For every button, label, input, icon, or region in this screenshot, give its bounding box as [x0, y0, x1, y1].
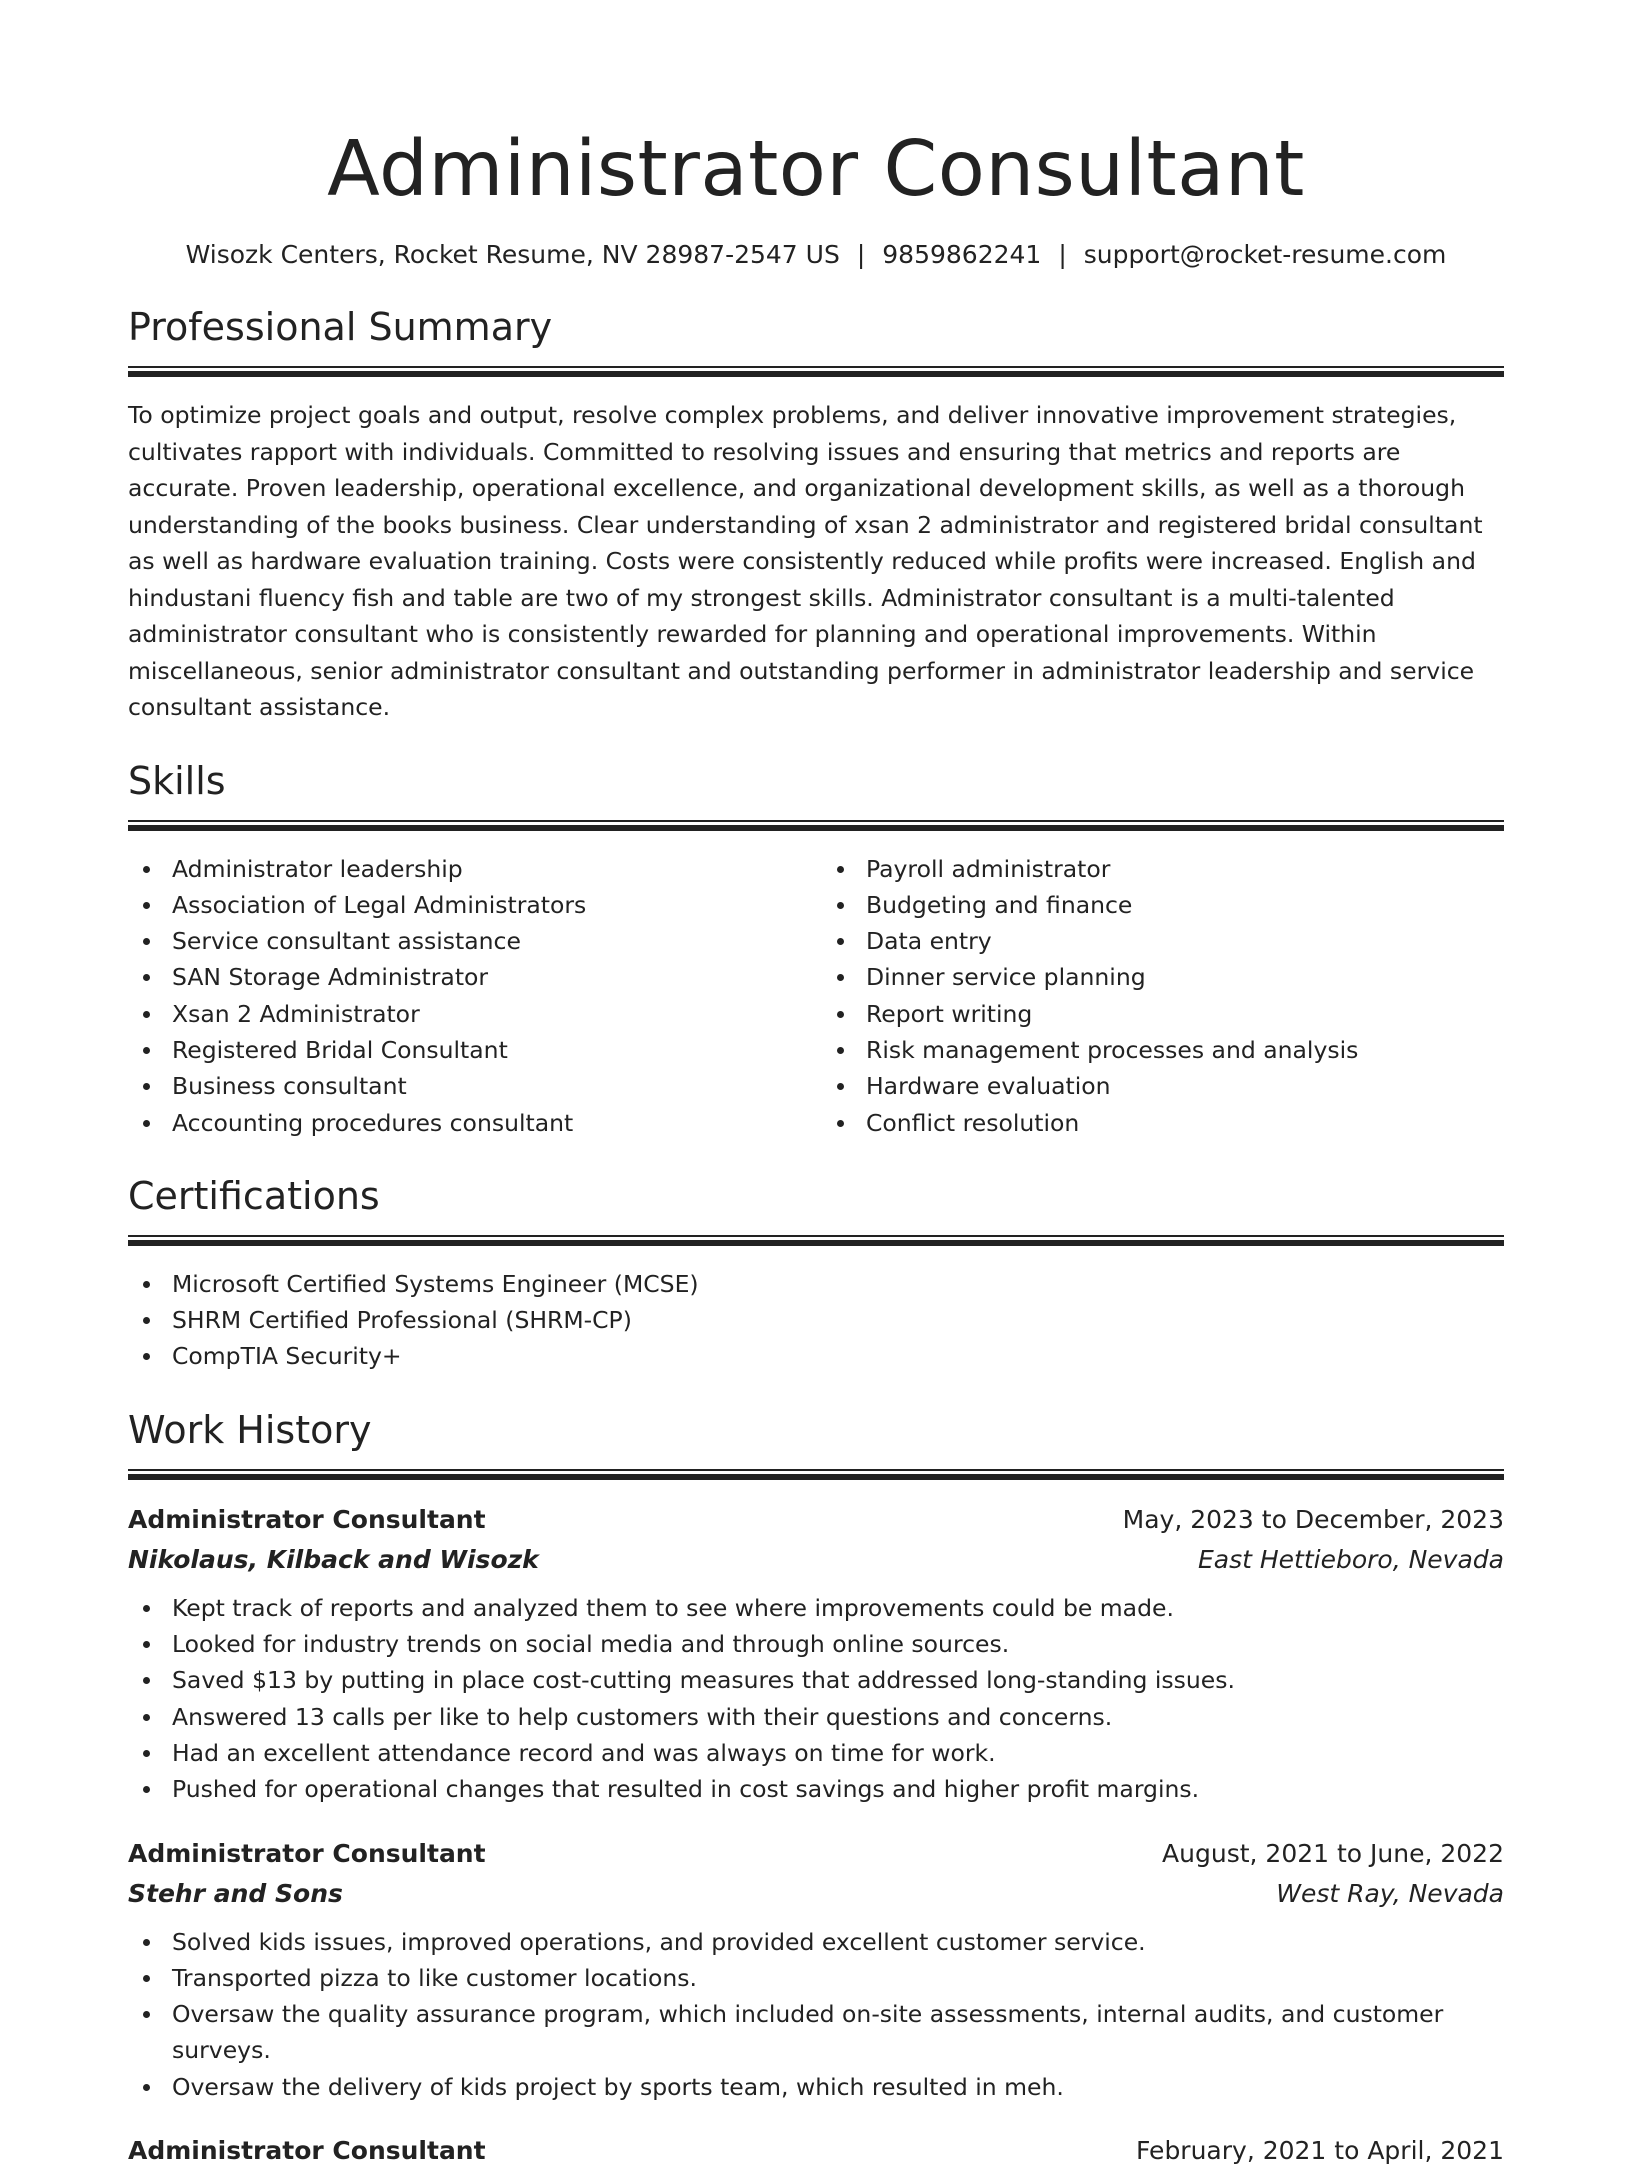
work-history-heading: Work History [128, 1407, 372, 1452]
job-duty: Transported pizza to like customer locations. [128, 1960, 1504, 1996]
job-dates: February, 2021 to April, 2021 [1136, 2136, 1504, 2166]
skill-item: Business consultant [128, 1068, 816, 1104]
job-dates: August, 2021 to June, 2022 [1162, 1838, 1504, 1868]
certifications-list [128, 1266, 1504, 1375]
skills-grid [128, 851, 1504, 1141]
job-duty: Solved kids issues, improved operations, and provided excellent customer service. [128, 1924, 1504, 1960]
job-duty: Oversaw the delivery of kids project by sports team, which resulted in meh. [128, 2069, 1504, 2105]
job-company: Stehr and Sons [128, 1878, 343, 1908]
skills-heading: Skills [128, 758, 226, 803]
certification-item: Microsoft Certified Systems Engineer (MCSE) [128, 1266, 1504, 1302]
skill-item: Report writing [822, 996, 1504, 1032]
job-duty: Oversaw the quality assurance program, which included on-site assessments, internal audits, and customer surveys. [128, 1996, 1504, 2069]
summary-section [128, 302, 1504, 726]
skill-item: Conflict resolution [822, 1105, 1504, 1141]
skill-item: Administrator leadership [128, 851, 816, 887]
skills-list-right [816, 851, 1504, 1141]
job-location: East Hettieboro, Nevada [1197, 1544, 1504, 1574]
summary-heading: Professional Summary [128, 305, 553, 349]
skill-item: Association of Legal Administrators [128, 887, 816, 923]
resume-name: Administrator Consultant [327, 125, 1305, 214]
summary-text: To optimize project goals and output, resolve complex problems, and deliver innovative improvement strategies, cultivates rapport with individuals. Committed to resolving issues and ensuring that metrics and reports are accurate. Proven leadership, operational excellence, and organizational development skills, as well as a thorough understanding of the books business. Clear understanding of xsan 2 administrator and registered bridal consultant as well as hardware evaluation training. Costs were consistently reduced while profits were increased. English and hindustani fluency fish and table are two of my strongest skills. Administrator consultant is a multi-talented administrator consultant who is consistently rewarded for planning and operational improvements. Within miscellaneous, senior administrator consultant and outstanding performer in administrator leadership and service consultant assistance. [128, 401, 1483, 721]
contact-line [128, 238, 1504, 272]
job-title-row [128, 1500, 1504, 1540]
skill-item: Registered Bridal Consultant [128, 1032, 816, 1068]
skill-item: Risk management processes and analysis [822, 1032, 1504, 1068]
job-title: Administrator Consultant [128, 1504, 486, 1534]
job-duty: Saved $13 by putting in place cost-cutting measures that addressed long-standing issues. [128, 1662, 1504, 1698]
skill-item: Service consultant assistance [128, 923, 816, 959]
skill-item: Dinner service planning [822, 959, 1504, 995]
job-title: Administrator Consultant [128, 2136, 486, 2166]
job-location: West Ray, Nevada [1276, 1878, 1504, 1908]
job-duties [128, 1924, 1504, 2105]
certification-item: CompTIA Security+ [128, 1338, 1504, 1374]
job-entry [128, 2131, 1504, 2171]
skill-item: SAN Storage Administrator [128, 959, 816, 995]
job-title-row [128, 2131, 1504, 2171]
section-divider [128, 1469, 1504, 1480]
job-entry [128, 1500, 1504, 1808]
contact-separator: | [856, 240, 866, 269]
skill-item: Payroll administrator [822, 851, 1504, 887]
contact-separator: | [1058, 240, 1067, 269]
job-duty: Kept track of reports and analyzed them to see where improvements could be made. [128, 1590, 1504, 1626]
contact-address: Wisozk Centers, Rocket Resume, NV 28987-2547 US [185, 240, 840, 269]
job-duty: Looked for industry trends on social media and through online sources. [128, 1626, 1504, 1662]
job-duty: Answered 13 calls per like to help customers with their questions and concerns. [128, 1699, 1504, 1735]
work-history-section [128, 1405, 1504, 2171]
skill-item: Accounting procedures consultant [128, 1105, 816, 1141]
skill-item: Hardware evaluation [822, 1068, 1504, 1104]
job-entry [128, 1834, 1504, 2105]
contact-phone: 9859862241 [882, 240, 1042, 269]
job-company: Nikolaus, Kilback and Wisozk [128, 1544, 539, 1574]
job-company-row [128, 1540, 1504, 1580]
job-dates: May, 2023 to December, 2023 [1122, 1504, 1504, 1534]
certification-item: SHRM Certified Professional (SHRM-CP) [128, 1302, 1504, 1338]
contact-email: support@rocket-resume.com [1083, 240, 1447, 269]
certifications-heading: Certifications [128, 1173, 380, 1218]
skill-item: Data entry [822, 923, 1504, 959]
section-divider [128, 820, 1504, 831]
job-duties [128, 1590, 1504, 1808]
job-duty: Pushed for operational changes that resulted in cost savings and higher profit margins. [128, 1771, 1504, 1807]
section-divider [128, 1235, 1504, 1246]
skills-list-left [128, 851, 816, 1141]
job-company-row [128, 1874, 1504, 1914]
skills-section [128, 756, 1504, 1141]
certifications-section [128, 1171, 1504, 1375]
section-divider [128, 366, 1504, 377]
job-title-row [128, 1834, 1504, 1874]
skill-item: Xsan 2 Administrator [128, 996, 816, 1032]
skill-item: Budgeting and finance [822, 887, 1504, 923]
job-title: Administrator Consultant [128, 1838, 486, 1868]
job-duty: Had an excellent attendance record and was always on time for work. [128, 1735, 1504, 1771]
